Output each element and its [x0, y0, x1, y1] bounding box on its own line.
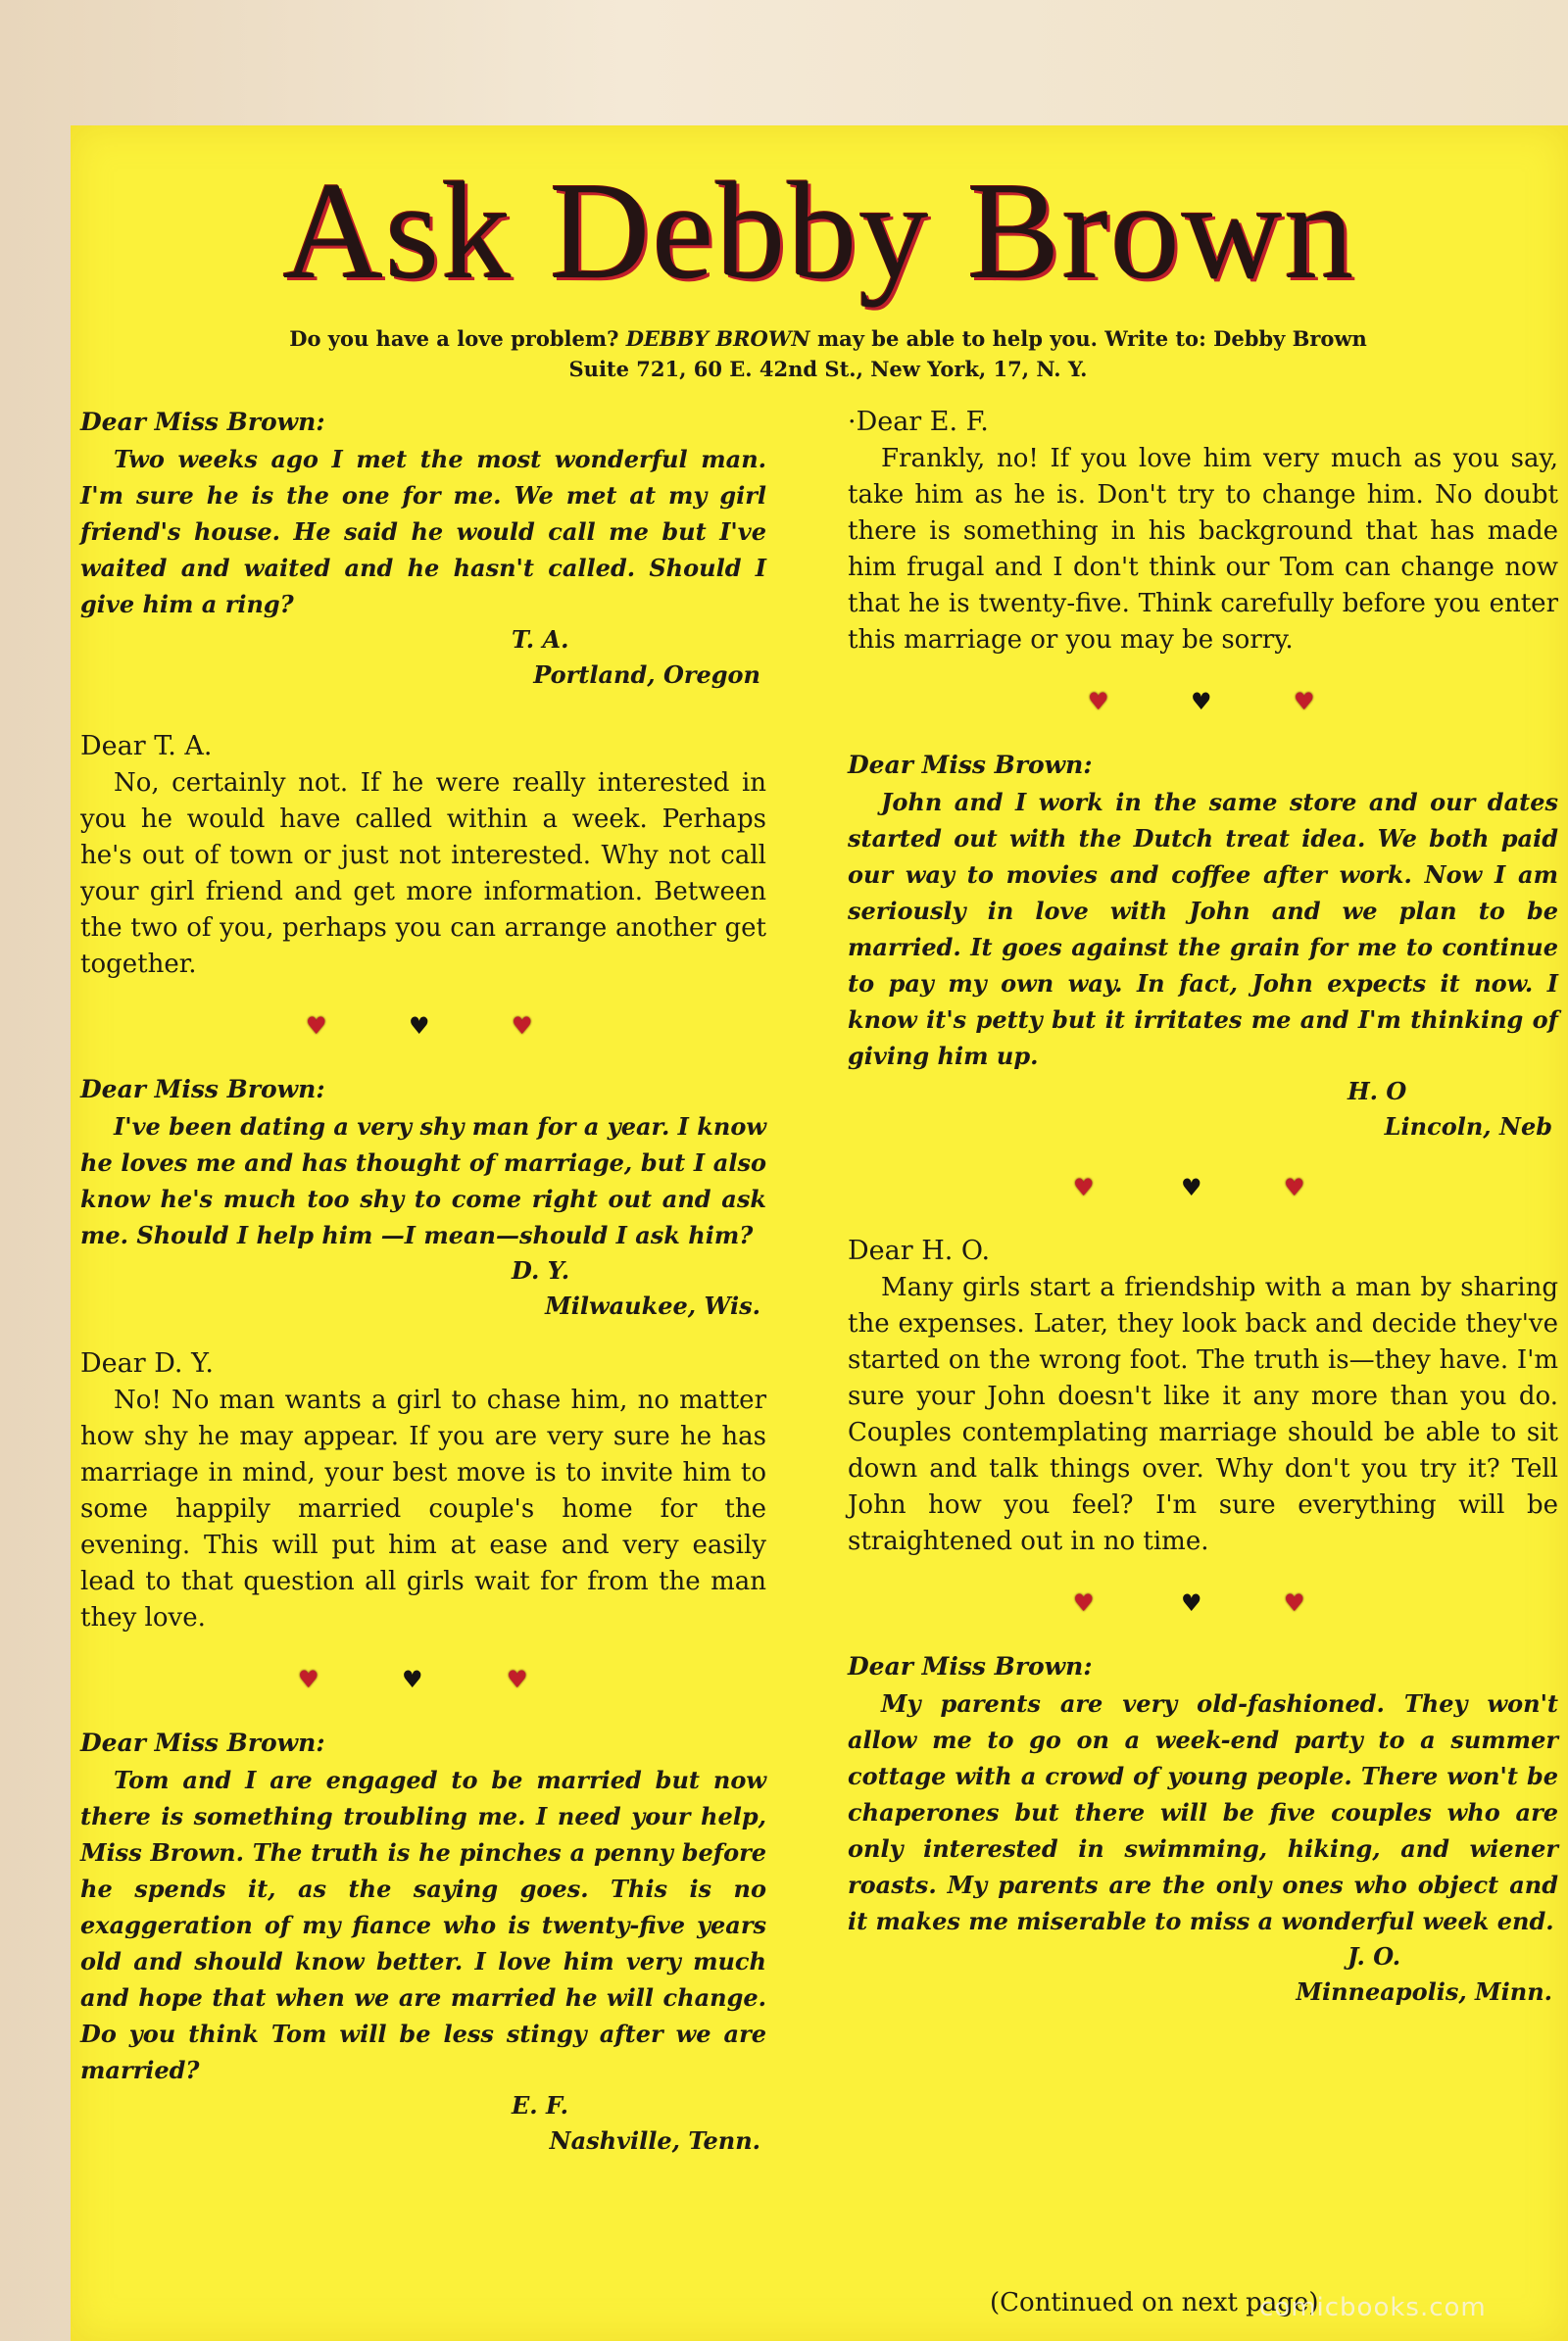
reply-ho — [848, 1233, 1558, 1560]
reply-dy — [80, 1345, 766, 1636]
heart-icon: ♥ — [512, 1012, 533, 1040]
reply-salutation: Dear T. A. — [80, 731, 213, 761]
reply-salutation: Dear D. Y. — [80, 1348, 214, 1379]
heart-icon: ♥ — [1073, 1589, 1095, 1617]
left-column — [80, 404, 766, 2159]
letter-body: Two weeks ago I met the most wonderful man. I'm sure he is the one for me. We met at my girl friend's house. He said he would call me but I've waited and waited and he hasn't called. Should I give him a ring? — [80, 445, 766, 618]
signature-initials: E. F. — [512, 2091, 568, 2120]
intro-line1-a: Do you have a love problem? — [289, 326, 619, 351]
reply-salutation: ·Dear E. F. — [848, 407, 989, 437]
continued-note: (Continued on next page) — [990, 2288, 1319, 2317]
signature-place: Lincoln, Neb — [1384, 1112, 1552, 1141]
reply-ta — [80, 728, 766, 983]
signature-place: Milwaukee, Wis. — [545, 1292, 760, 1320]
letter-body: My parents are very old-fashioned. They won't allow me to go on a week-end party to a summer cottage with a crowd of young people. There won't be chaperones but there will be five couples who are only interested in swimming, hiking, and wiener roasts. My parents are the only ones who object and it makes me miserable to miss a wonderful week end. — [848, 1689, 1558, 1935]
heart-icon: ♥ — [306, 1012, 327, 1040]
reply-ef — [848, 404, 1558, 658]
signature-place: Portland, Oregon — [533, 660, 760, 689]
letter-signature — [80, 622, 766, 693]
heart-icon: ♥ — [1191, 688, 1212, 715]
letter-ho — [848, 747, 1558, 1145]
heart-icon: ♥ — [507, 1666, 528, 1693]
intro-text — [88, 323, 1568, 384]
heart-icon: ♥ — [409, 1012, 430, 1040]
signature-initials: T. A. — [512, 625, 569, 654]
reply-body: No! No man wants a girl to chase him, no matter how shy he may appear. If you are very sure he has marriage in mind, your best move is to invite him to some happily married couple's home for the evening. This will put him at ease and very easily lead to that question all girls wait for from the man they love. — [80, 1386, 766, 1633]
heart-icon: ♥ — [1284, 1589, 1305, 1617]
signature-initials: D. Y. — [512, 1256, 570, 1285]
letter-ef — [80, 1725, 766, 2159]
reply-body: Many girls start a friendship with a man by sharing the expenses. Later, they look back and decide they've started on the wrong foot. The truth is—they have. I'm sure your John doesn't like it any more than you do. Couples contemplating marriage should be able to sit down and talk things over. Why don't you try it? Tell John how you feel? I'm sure everything will be straightened out in no time. — [848, 1273, 1558, 1556]
hearts-divider — [848, 1145, 1558, 1233]
signature-place: Nashville, Tenn. — [549, 2126, 760, 2155]
letter-signature — [848, 1939, 1558, 2010]
reply-body: Frankly, no! If you love him very much as you say, take him as he is. Don't try to change him. No doubt there is something in his background that has made him frugal and I don't think our Tom can change now that he is twenty-five. Think carefully before you enter this marriage or you may be sorry. — [848, 444, 1558, 655]
letter-ta — [80, 404, 766, 693]
intro-line1-c: may be able to help you. Write to: Debby Brown — [816, 326, 1367, 351]
signature-initials: J. O. — [1348, 1942, 1401, 1971]
letter-salutation: Dear Miss Brown: — [80, 1729, 325, 1757]
hearts-divider — [848, 658, 1558, 747]
right-column — [848, 404, 1558, 2010]
intro-columnist-name: DEBBY BROWN — [625, 326, 810, 351]
heart-icon: ♥ — [1181, 1174, 1202, 1201]
letter-body: I've been dating a very shy man for a year. I know he loves me and has thought of marriage, but I also know he's much too shy to come right out and ask me. Should I help him —I mean—should I ask him? — [80, 1112, 766, 1249]
hearts-divider — [80, 1636, 766, 1725]
letter-salutation: Dear Miss Brown: — [848, 751, 1093, 779]
letter-signature — [80, 1253, 766, 1324]
heart-icon: ♥ — [1294, 688, 1315, 715]
letter-signature — [80, 2088, 766, 2159]
letter-body: Tom and I are engaged to be married but now there is something troubling me. I need your help, Miss Brown. The truth is he pinches a penny before he spends it, as the saying goes. This is no exaggeration of my fiance who is twenty-five years old and should know better. I love him very much and hope that when we are married he will change. Do you think Tom will be less stingy after we are married? — [80, 1766, 766, 2084]
signature-place: Minneapolis, Minn. — [1296, 1977, 1552, 2006]
hearts-divider — [848, 1560, 1558, 1648]
reply-body: No, certainly not. If he were really interested in you he would have called within a week. Perhaps he's out of town or just not interested. Why not call your girl friend and get more information. Between the two of you, perhaps you can arrange another get together. — [80, 768, 766, 979]
heart-icon: ♥ — [1088, 688, 1109, 715]
page-title: Ask Debby Brown — [282, 153, 1356, 308]
watermark: comicbooks.com — [1259, 2293, 1487, 2322]
letter-salutation: Dear Miss Brown: — [80, 1075, 325, 1103]
letter-salutation: Dear Miss Brown: — [848, 1652, 1093, 1681]
heart-icon: ♥ — [402, 1666, 423, 1693]
letter-salutation: Dear Miss Brown: — [80, 408, 325, 436]
letter-body: John and I work in the same store and our dates started out with the Dutch treat idea. We both paid our way to movies and coffee after work. Now I am seriously in love with John and we plan to be married. It goes against the grain for me to continue to pay my own way. In fact, John expects it now. I know it's petty but it irritates me and I'm thinking of giving him up. — [848, 788, 1558, 1070]
letter-dy — [80, 1071, 766, 1324]
signature-initials: H. O — [1348, 1077, 1407, 1105]
heart-icon: ♥ — [298, 1666, 319, 1693]
heart-icon: ♥ — [1284, 1174, 1305, 1201]
heart-icon: ♥ — [1181, 1589, 1202, 1617]
letter-jo — [848, 1648, 1558, 2010]
letter-signature — [848, 1074, 1558, 1145]
heart-icon: ♥ — [1073, 1174, 1095, 1201]
hearts-divider — [80, 983, 766, 1071]
intro-address: Suite 721, 60 E. 42nd St., New York, 17, N. Y. — [568, 357, 1088, 381]
reply-salutation: Dear H. O. — [848, 1236, 991, 1266]
